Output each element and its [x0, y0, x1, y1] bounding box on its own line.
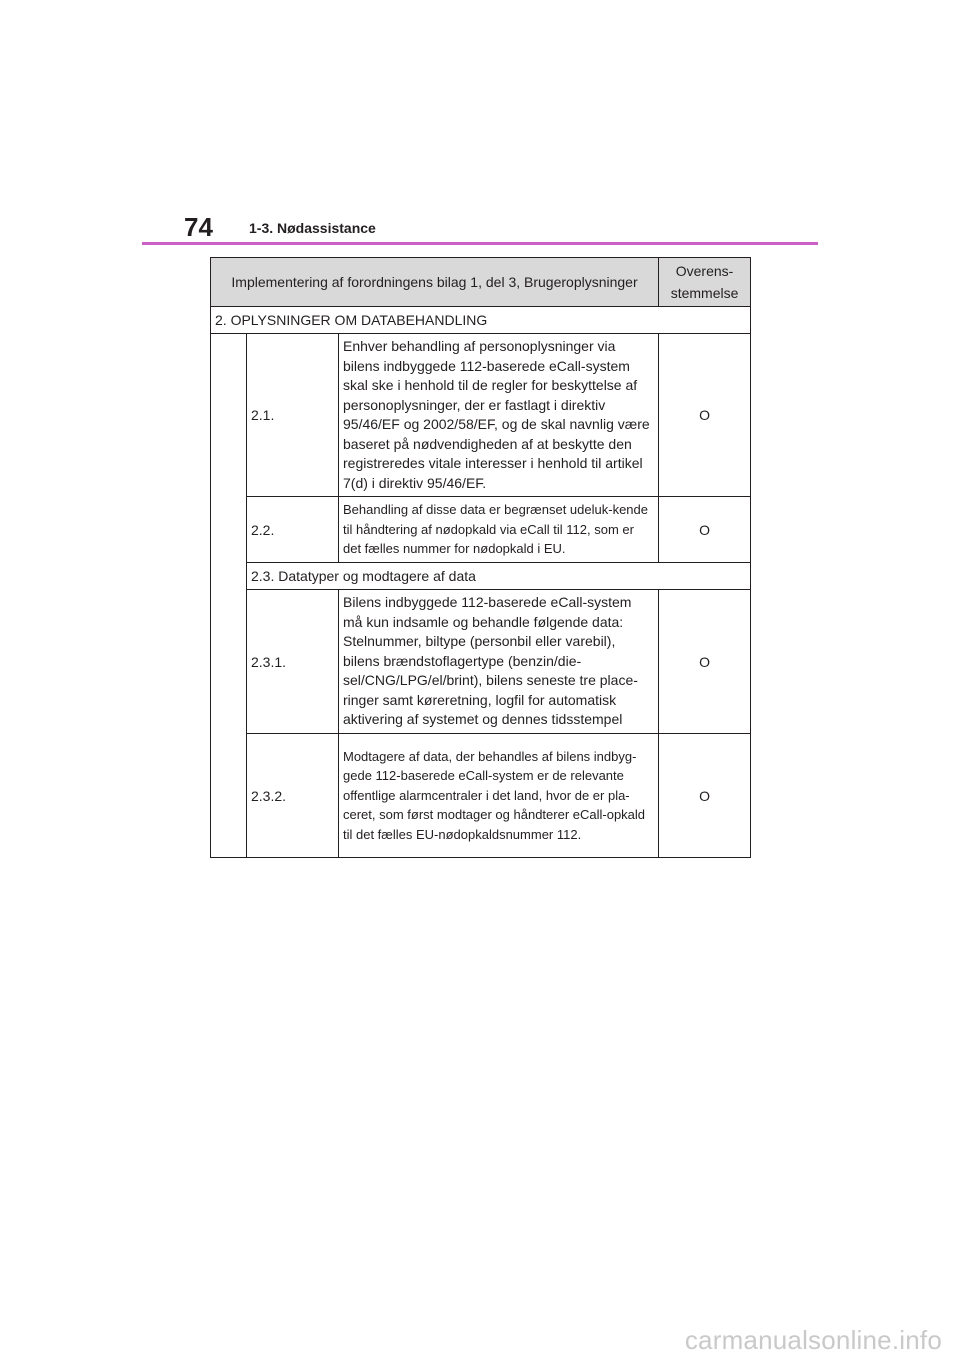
table-row — [211, 590, 751, 734]
watermark: carmanualsonline.info — [684, 1325, 942, 1355]
row-number: 2.3.1. — [247, 590, 339, 734]
indent-cell — [211, 334, 247, 858]
column-header-implementation: Implementering af forordningens bilag 1, del 3, Brugeroplysninger — [211, 258, 659, 307]
row-number: 2.2. — [247, 497, 339, 563]
row-conformity: O — [659, 590, 751, 734]
section-title: 1-3. Nødassistance — [249, 220, 376, 236]
section-heading: 2. OPLYSNINGER OM DATABEHANDLING — [211, 307, 751, 334]
row-conformity: O — [659, 734, 751, 858]
page-number: 74 — [184, 212, 213, 242]
subsection-heading: 2.3. Datatyper og modtagere af data — [247, 563, 751, 590]
compliance-table — [210, 257, 751, 858]
row-text: Modtagere af data, der behandles af bilens indbyg-gede 112-baserede eCall-system er de relevante offentlige alarmcentraler i det land, hvor de er pla-ceret, som først modtager og håndterer eCall-opkald til det fælles EU-nødopkaldsnummer 112. — [339, 734, 659, 858]
row-text: Enhver behandling af personoplysninger via bilens indbyggede 112-baserede eCall-system skal ske i henhold til de regler for beskyttelse af personoplysninger, der er fastlagt i direktiv 95/46/EF og 2002/58/EF, og de skal navnlig være baseret på nødvendigheden af at beskytte den registreredes vitale interesser i henhold til artikel 7(d) i direktiv 95/46/EF. — [339, 334, 659, 497]
row-conformity: O — [659, 497, 751, 563]
row-text: Behandling af disse data er begrænset udeluk-kende til håndtering af nødopkald via eCall til 112, som er det fælles nummer for nødopkald i EU. — [339, 497, 659, 563]
row-number: 2.1. — [247, 334, 339, 497]
row-number: 2.3.2. — [247, 734, 339, 858]
column-header-conformity-line1: Overens- — [675, 263, 734, 279]
table-row — [211, 334, 751, 497]
table-row — [211, 497, 751, 563]
subsection-row — [211, 563, 751, 590]
table-row — [211, 734, 751, 858]
section-row — [211, 307, 751, 334]
table-header-row — [211, 258, 751, 307]
column-header-conformity — [659, 258, 751, 307]
row-conformity: O — [659, 334, 751, 497]
header-divider — [142, 242, 818, 245]
row-text: Bilens indbyggede 112-baserede eCall-system må kun indsamle og behandle følgende data: Stelnummer, biltype (personbil eller varebil), bilens brændstoflagertype (benzin/die-sel/CNG/LPG/el/brint), bilens seneste tre place-ringer samt køreretning, logfil for automatisk aktivering af systemet og dennes tidsstempel — [339, 590, 659, 734]
column-header-conformity-line2: stemmelse — [670, 285, 739, 301]
